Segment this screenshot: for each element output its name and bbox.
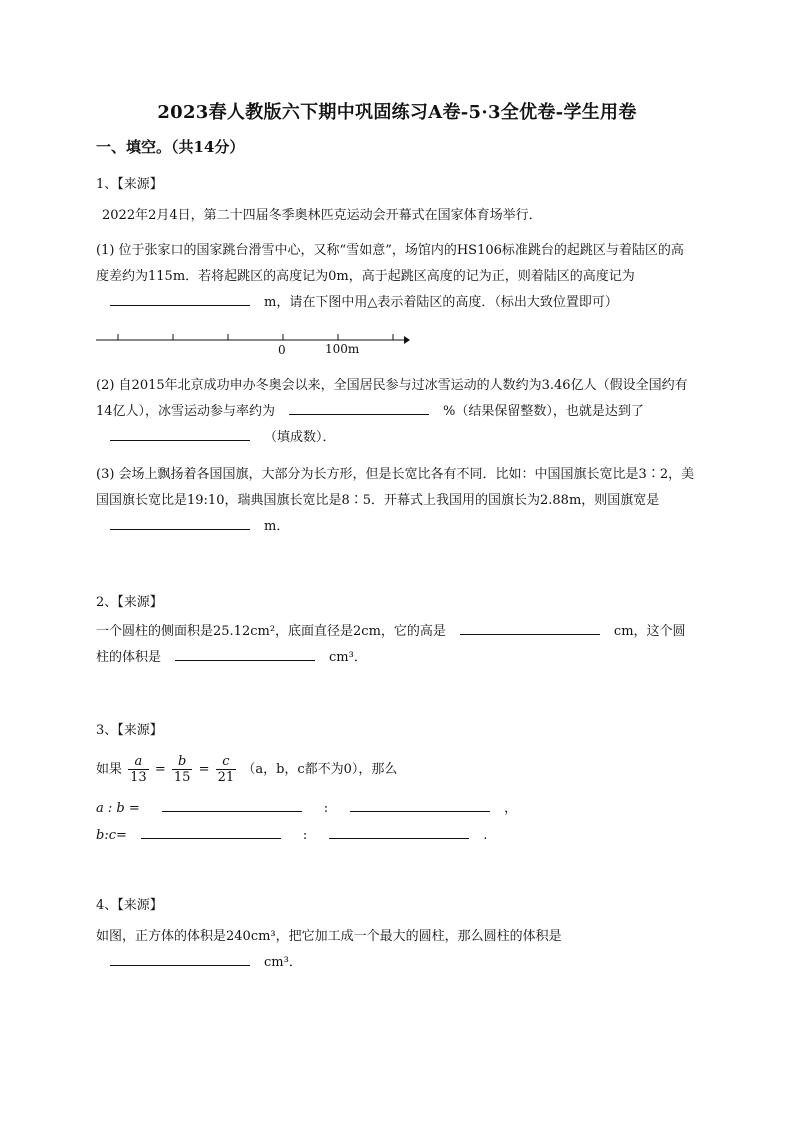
- question-1-part-2: [96, 373, 696, 451]
- q4-text-b: cm³．: [264, 955, 302, 970]
- question-2-body: [96, 619, 696, 671]
- q1-p3-blank[interactable]: [110, 515, 250, 530]
- q3-bc-blank-1[interactable]: [141, 824, 281, 839]
- q2-text-a: 一个圆柱的侧面积是25.12cm²，底面直径是2cm，它的高是: [96, 624, 446, 639]
- q2-text-b: cm，这个圆柱的体积是: [96, 624, 686, 665]
- equals-sign-1: =: [154, 762, 166, 777]
- axis-label-100m: 100m: [325, 342, 360, 356]
- q2-blank-2[interactable]: [175, 646, 315, 661]
- q3-ab-comma: ，: [504, 801, 518, 816]
- q3-ab-colon: :: [323, 801, 329, 816]
- q1-p1-text-a: (1) 位于张家口的国家跳台滑雪中心，又称“雪如意”，场馆内的HS106标准跳台的起跳区与着陆区的高度差约为115m．若将起跳区的高度记为0m，高于起跳区高度的记为正，则着陆区的高度记为: [96, 243, 684, 284]
- question-3-condition: [96, 754, 696, 785]
- question-4-head: 4、【来源】: [96, 898, 163, 913]
- fraction-c-21: $\frac{c}{21}$: [217, 754, 235, 785]
- q4-blank[interactable]: [110, 951, 250, 966]
- q3-ab-blank-2[interactable]: [350, 797, 490, 812]
- q1-p3-text-a: (3) 会场上飘扬着各国国旗，大部分为长方形，但是长宽比各有不同．比如：中国国旗长宽比是3∶2，美国国旗长宽比是19:10，瑞典国旗长宽比是8∶5．开幕式上我国用的国旗长为2.88m，则国旗宽是: [96, 467, 695, 508]
- q3-row-ab: [96, 796, 696, 822]
- q4-text-a: 如图，正方体的体积是240cm³，把它加工成一个最大的圆柱，那么圆柱的体积是: [96, 929, 562, 944]
- q1-p2-text-a: (2) 自2015年北京成功申办冬奥会以来，全国居民参与过冰雪运动的人数约为3.46亿人（假设全国约有14亿人），冰雪运动参与率约为: [96, 378, 688, 419]
- q3-ab-blank-1[interactable]: [162, 797, 302, 812]
- q1-p3-text-b: m．: [264, 519, 290, 534]
- axis-label-zero: 0: [278, 343, 286, 357]
- question-4-body: [96, 924, 696, 976]
- q1-p1-blank[interactable]: [110, 291, 250, 306]
- equals-sign-2: =: [198, 762, 210, 777]
- fraction-b-15: $\frac{b}{15}$: [173, 754, 191, 785]
- question-2-head: 2、【来源】: [96, 595, 163, 610]
- q3-condition-text: （a，b，c都不为0），那么: [242, 762, 398, 777]
- section-heading: 一、填空。（共14分）: [96, 138, 245, 156]
- q2-blank-1[interactable]: [460, 620, 600, 635]
- q3-bc-period: .: [483, 828, 488, 843]
- fraction-a-13: $\frac{a}{13}$: [130, 754, 147, 785]
- q1-p2-blank-2[interactable]: [110, 426, 250, 441]
- q3-bc-colon: :: [302, 828, 308, 843]
- question-1-part-1: [96, 238, 696, 316]
- question-3-head: 3、【来源】: [96, 723, 163, 738]
- q3-row-bc: [96, 823, 696, 849]
- q3-row-ab-label: a : b =: [96, 801, 140, 816]
- number-line-arrow: [404, 336, 410, 344]
- question-1-head: 1、【来源】: [96, 177, 163, 192]
- question-1-intro: 2022年2月4日，第二十四届冬季奥林匹克运动会开幕式在国家体育场举行．: [102, 208, 542, 223]
- q1-p2-blank-1[interactable]: [289, 400, 429, 415]
- q1-p1-text-b: m，请在下图中用△表示着陆区的高度．（标出大致位置即可）: [264, 295, 618, 310]
- q1-p2-text-c: （填成数）．: [264, 430, 336, 445]
- q1-p2-text-b: %（结果保留整数），也就是达到了: [443, 404, 644, 419]
- q3-bc-blank-2[interactable]: [329, 824, 469, 839]
- q3-pre: 如果: [96, 762, 123, 777]
- q2-text-c: cm³．: [329, 650, 367, 665]
- page-title: 2023春人教版六下期中巩固练习A卷-5·3全优卷-学生用卷: [157, 102, 637, 123]
- q3-row-bc-label: b:c=: [96, 828, 127, 843]
- question-1-part-3: [96, 462, 696, 540]
- number-line: [92, 328, 422, 358]
